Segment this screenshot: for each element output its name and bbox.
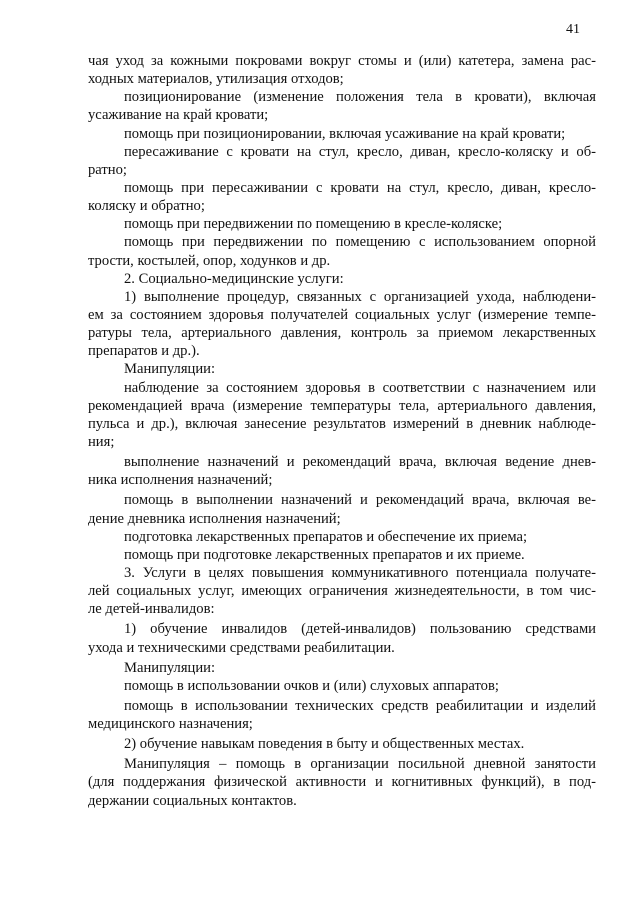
text-line: 2) обучение навыкам поведения в быту и общественных местах. [124, 736, 525, 753]
text-line: помощь при передвижении по помещению в кресле-коляске; [124, 216, 503, 233]
text-line: 1) выполнение процедур, связанных с организацией ухода, наблюдени- [124, 288, 596, 305]
text-line: подготовка лекарственных препаратов и обеспечение их приема; [124, 528, 528, 545]
text-line: помощь при позиционировании, включая усаживание на край кровати; [124, 125, 566, 142]
text-line: пересаживание с кровати на стул, кресло, диван, кресло-коляску и об- [124, 143, 596, 160]
text-line: помощь в выполнении назначений и рекомендаций врача, включая ве- [124, 492, 596, 509]
text-line: ем за состоянием здоровья получателей социальных услуг (измерение темпе- [88, 306, 596, 323]
text-line: помощь при передвижении по помещению с использованием опорной [124, 234, 596, 251]
page-number: 41 [566, 22, 580, 37]
text-line: дение дневника исполнения назначений; [88, 510, 341, 527]
text-line: выполнение назначений и рекомендаций врача, включая ведение днев- [124, 454, 596, 471]
text-line: ухода и техническими средствами реабилитации. [88, 639, 395, 656]
text-line: Манипуляции: [124, 659, 216, 676]
text-line: чая уход за кожными покровами вокруг стомы и (или) катетера, замена рас- [88, 53, 596, 69]
text-line: коляску и обратно; [88, 198, 205, 215]
text-line: держании социальных контактов. [88, 792, 297, 809]
text-line: ния; [88, 433, 115, 450]
text-line: Манипуляции: [124, 361, 216, 378]
text-line: ратуры тела, артериального давления, контроль за приемом лекарственных [88, 325, 596, 342]
text-line: Манипуляция – помощь в организации посильной дневной занятости [124, 756, 596, 773]
text-line: ходных материалов, утилизация отходов; [88, 71, 344, 88]
text-line: наблюдение за состоянием здоровья в соответствии с назначением или [124, 379, 596, 396]
text-line: усаживание на край кровати; [88, 107, 269, 124]
text-line: 2. Социально-медицинские услуги: [124, 270, 344, 287]
text-line: помощь при подготовке лекарственных препаратов и их приеме. [124, 546, 525, 563]
text-line: медицинского назначения; [88, 716, 253, 733]
text-line: 3. Услуги в целях повышения коммуникативного потенциала получате- [124, 564, 596, 581]
text-line: (для поддержания физической активности и когнитивных функций), в под- [88, 774, 596, 791]
body-text [88, 52, 596, 810]
text-line: лей социальных услуг, имеющих ограничения жизнедеятельности, в том чис- [88, 583, 596, 600]
text-line: трости, костылей, опор, ходунков и др. [88, 252, 331, 269]
text-line: помощь при пересаживании с кровати на стул, кресло, диван, кресло- [124, 179, 596, 196]
text-line: 1) обучение инвалидов (детей-инвалидов) пользованию средствами [124, 621, 596, 638]
text-line: ратно; [88, 161, 127, 178]
text-line: ника исполнения назначений; [88, 472, 273, 489]
text-line: помощь в использовании технических средств реабилитации и изделий [124, 697, 596, 714]
text-line: позиционирование (изменение положения тела в кровати), включая [124, 89, 596, 106]
text-line: пульса и др.), включая занесение результатов измерений в дневник наблюде- [88, 415, 596, 432]
text-line: ле детей-инвалидов: [88, 601, 215, 618]
text-line: помощь в использовании очков и (или) слуховых аппаратов; [124, 677, 499, 694]
text-line: рекомендацией врача (измерение температуры тела, артериального давления, [88, 397, 596, 414]
text-line: препаратов и др.). [88, 343, 200, 360]
